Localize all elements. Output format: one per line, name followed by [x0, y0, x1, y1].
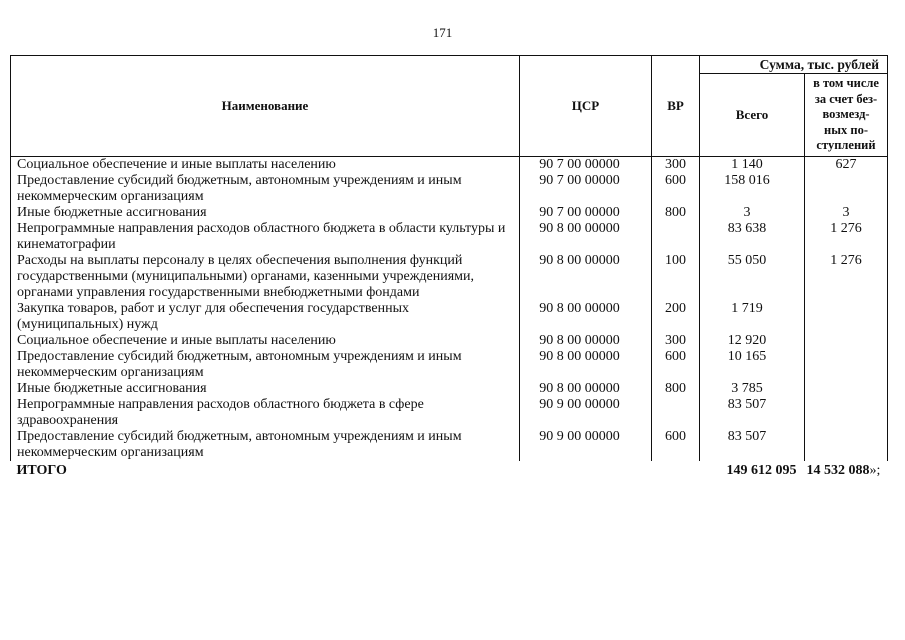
header-grant-line: ных по- [824, 122, 868, 137]
row-grant [805, 429, 888, 461]
row-total: 3 785 [700, 381, 805, 397]
table-row [11, 333, 888, 349]
total-label: ИТОГО [16, 462, 67, 478]
row-vr: 300 [652, 333, 700, 349]
row-csr: 90 8 00 00000 [520, 253, 652, 301]
row-total: 83 507 [700, 429, 805, 461]
row-csr: 90 8 00 00000 [520, 381, 652, 397]
row-vr: 300 [652, 156, 700, 173]
row-name: Закупка товаров, работ и услуг для обеспечения государственных (муниципальных) нужд [11, 301, 520, 333]
header-grant-line: возмезд- [822, 107, 870, 121]
row-csr: 90 7 00 00000 [520, 173, 652, 205]
row-total: 12 920 [700, 333, 805, 349]
row-csr: 90 8 00 00000 [520, 221, 652, 253]
row-vr: 600 [652, 173, 700, 205]
budget-table [10, 55, 888, 479]
row-name: Непрограммные направления расходов областного бюджета в сфере здравоохранения [11, 397, 520, 429]
row-total: 83 638 [700, 221, 805, 253]
header-grant-line: ступлений [816, 138, 876, 152]
row-name: Иные бюджетные ассигнования [11, 381, 520, 397]
row-total: 158 016 [700, 173, 805, 205]
total-sum: 149 612 095 [726, 462, 797, 478]
row-total: 3 [700, 205, 805, 221]
row-csr: 90 8 00 00000 [520, 333, 652, 349]
row-csr: 90 8 00 00000 [520, 349, 652, 381]
row-name: Непрограммные направления расходов областного бюджета в области культуры и кинематографии [11, 221, 520, 253]
header-grant [805, 74, 888, 157]
header-vr: ВР [652, 56, 700, 157]
total-grant-suffix: »; [869, 462, 881, 478]
header-csr: ЦСР [520, 56, 652, 157]
table-row [11, 349, 888, 381]
row-csr: 90 7 00 00000 [520, 156, 652, 173]
row-total: 55 050 [700, 253, 805, 301]
row-total: 1 719 [700, 301, 805, 333]
row-csr: 90 7 00 00000 [520, 205, 652, 221]
row-vr: 800 [652, 205, 700, 221]
header-total: Всего [700, 74, 805, 157]
row-csr: 90 8 00 00000 [520, 301, 652, 333]
row-csr: 90 9 00 00000 [520, 429, 652, 461]
row-grant: 627 [805, 156, 888, 173]
header-sum: Сумма, тыс. рублей [700, 56, 888, 74]
row-vr [652, 397, 700, 429]
row-vr: 100 [652, 253, 700, 301]
row-grant [805, 397, 888, 429]
row-grant: 3 [805, 205, 888, 221]
row-total: 1 140 [700, 156, 805, 173]
table-row [11, 173, 888, 205]
header-name: Наименование [11, 56, 520, 157]
row-vr: 600 [652, 349, 700, 381]
row-vr: 200 [652, 301, 700, 333]
row-total: 83 507 [700, 397, 805, 429]
row-vr: 600 [652, 429, 700, 461]
row-name: Предоставление субсидий бюджетным, автономным учреждениям и иным некоммерческим организациям [11, 173, 520, 205]
row-name: Социальное обеспечение и иные выплаты населению [11, 333, 520, 349]
table-row [11, 397, 888, 429]
table-row [11, 205, 888, 221]
row-name: Расходы на выплаты персоналу в целях обеспечения выполнения функций государственными (муниципальными) органами, казенными учреждениями, органами управления государственными внебюджетными фондами [11, 253, 520, 301]
total-grant-cell [805, 461, 888, 479]
row-vr [652, 221, 700, 253]
row-name: Предоставление субсидий бюджетным, автономным учреждениям и иным некоммерческим организациям [11, 349, 520, 381]
row-grant: 1 276 [805, 221, 888, 253]
header-grant-line: за счет без- [814, 91, 878, 106]
row-grant [805, 381, 888, 397]
total-grant: 14 532 088 [806, 462, 870, 478]
table-row [11, 381, 888, 397]
row-total: 10 165 [700, 349, 805, 381]
table-row [11, 156, 888, 173]
table-row [11, 429, 888, 461]
row-csr: 90 9 00 00000 [520, 397, 652, 429]
page-number: 171 [432, 25, 453, 40]
header-grant-line: в том числе [813, 76, 879, 90]
row-grant: 1 276 [805, 253, 888, 301]
table-row [11, 253, 888, 301]
row-name: Предоставление субсидий бюджетным, автономным учреждениям и иным некоммерческим организациям [11, 429, 520, 461]
total-row [11, 461, 888, 479]
row-grant [805, 173, 888, 205]
table-row [11, 301, 888, 333]
row-grant [805, 349, 888, 381]
table-row [11, 221, 888, 253]
row-name: Социальное обеспечение и иные выплаты населению [11, 156, 520, 173]
row-name: Иные бюджетные ассигнования [11, 205, 520, 221]
row-grant [805, 333, 888, 349]
row-grant [805, 301, 888, 333]
row-vr: 800 [652, 381, 700, 397]
